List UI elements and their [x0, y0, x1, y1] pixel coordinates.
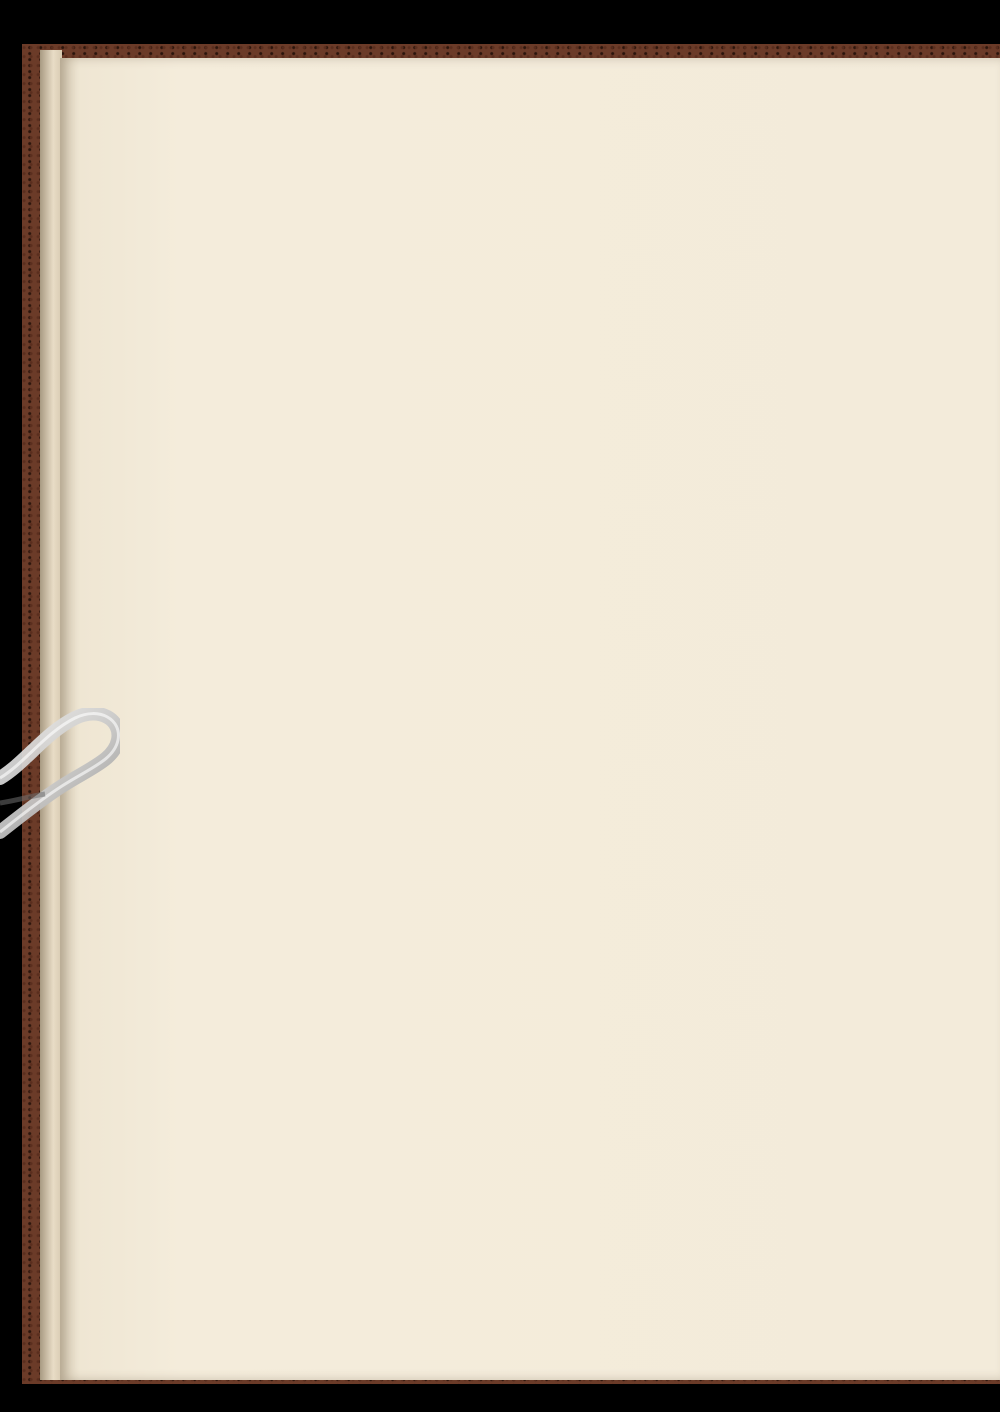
- page-text: [282, 145, 892, 210]
- catchword: [282, 177, 892, 209]
- book-page: [60, 58, 1000, 1380]
- footer-credit: [978, 1396, 990, 1412]
- paper-clip: [0, 708, 120, 846]
- section-heading: [282, 145, 892, 177]
